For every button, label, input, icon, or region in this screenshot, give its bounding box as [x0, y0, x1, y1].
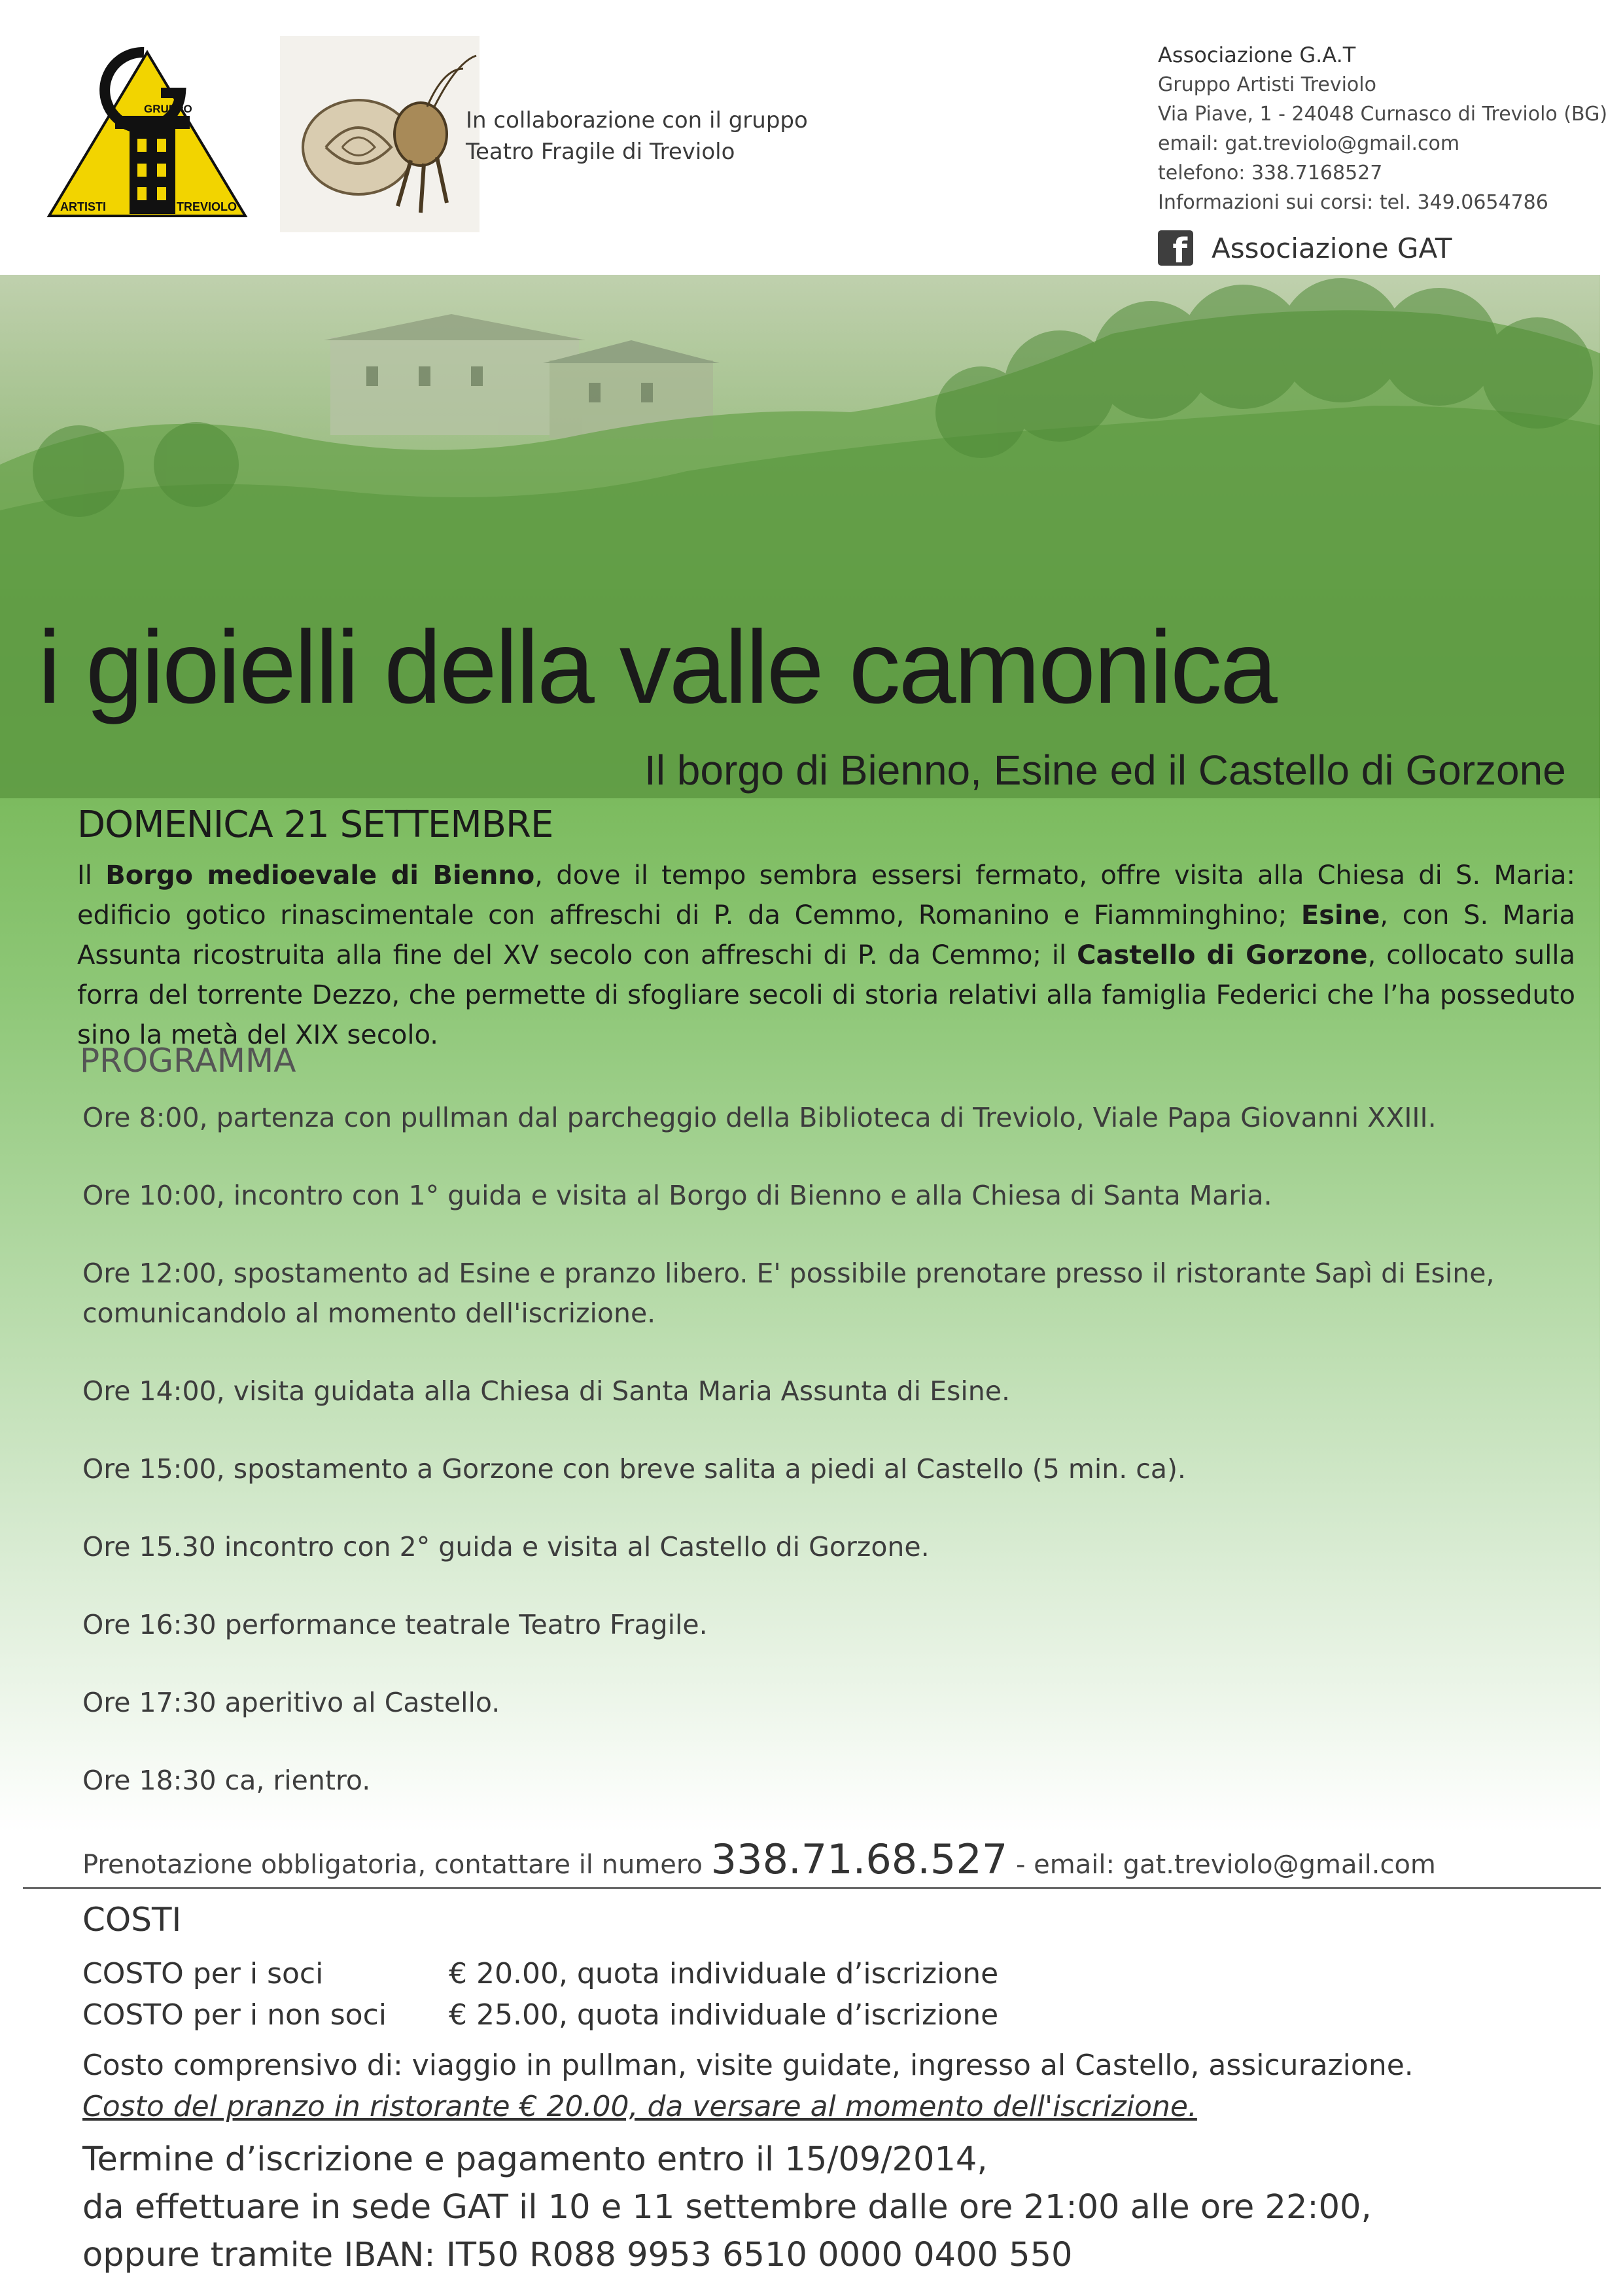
assoc-email[interactable]: email: gat.treviolo@gmail.com — [1158, 132, 1460, 155]
cost-table — [82, 1953, 998, 2036]
assoc-subtitle: Gruppo Artisti Treviolo — [1158, 73, 1376, 96]
facebook-label: Associazione GAT — [1212, 232, 1452, 264]
booking-prefix: Prenotazione obbligatoria, contattare il numero — [82, 1850, 711, 1880]
facebook-icon: f — [1158, 230, 1193, 266]
iban-line: oppure tramite IBAN: IT50 R088 9953 6510 0000 0400 550 — [82, 2236, 1073, 2274]
programma-item: Ore 15.30 incontro con 2° guida e visita al Castello di Gorzone. — [82, 1531, 930, 1563]
cost-row — [82, 1994, 998, 2036]
intro-text: , dove il tempo sembra essersi fermato, offre visita alla Chiesa di S. Maria: edificio gotico rinascimentale con affreschi di P. da Cemmo, Romanino e Fiamminghino; — [77, 860, 1576, 930]
collab-line-1: In collaborazione con il gruppo — [466, 107, 808, 133]
programma-item: Ore 18:30 ca, rientro. — [82, 1765, 371, 1796]
booking-phone[interactable]: 338.71.68.527 — [710, 1835, 1008, 1883]
programma-heading: PROGRAMMA — [80, 1042, 296, 1080]
booking-line — [82, 1835, 1436, 1883]
collab-line-2: Teatro Fragile di Treviolo — [466, 139, 735, 165]
programma-item: Ore 17:30 aperitivo al Castello. — [82, 1687, 500, 1718]
programma-item: Ore 10:00, incontro con 1° guida e visita al Borgo di Bienno e alla Chiesa di Santa Maria. — [82, 1180, 1272, 1211]
costi-heading: COSTI — [82, 1901, 182, 1939]
divider — [23, 1887, 1601, 1889]
cost-row — [82, 1953, 998, 1994]
deadline-line: Termine d’iscrizione e pagamento entro il 15/09/2014, — [82, 2140, 988, 2179]
intro-bold-bienno: Borgo medioevale di Bienno — [105, 860, 535, 891]
page-subtitle: Il borgo di Bienno, Esine ed il Castello di Gorzone — [644, 747, 1566, 794]
logo-right-text: TREVIOLO — [177, 200, 237, 213]
assoc-info: Informazioni sui corsi: tel. 349.0654786 — [1158, 191, 1548, 214]
assoc-phone: telefono: 338.7168527 — [1158, 162, 1383, 185]
programma-item: Ore 14:00, visita guidata alla Chiesa di Santa Maria Assunta di Esine. — [82, 1375, 1010, 1407]
intro-text: , collocato sulla forra del torrente Dezzo, che permette di sfogliare secoli di storia relativi alla famiglia Federici che l’ha posseduto sino la metà del XIX secolo. — [77, 940, 1575, 1050]
assoc-address: Via Piave, 1 - 24048 Curnasco di Treviolo (BG) — [1158, 103, 1608, 126]
gat-logo — [46, 47, 249, 224]
cost-notes — [82, 2045, 1414, 2127]
facebook-link[interactable] — [1158, 230, 1452, 271]
cost-value: € 20.00, quota individuale d’iscrizione — [449, 1957, 999, 1990]
lunch-note: Costo del pranzo in ristorante € 20.00, da versare al momento dell'iscrizione. — [82, 2090, 1197, 2123]
cost-label: COSTO per i non soci — [82, 1998, 387, 2032]
intro-bold-esine: Esine — [1300, 900, 1380, 930]
event-intro — [77, 856, 1575, 1055]
logo-left-text: ARTISTI — [60, 200, 106, 213]
cost-label: COSTO per i soci — [82, 1957, 324, 1990]
programma-item: Ore 15:00, spostamento a Gorzone con breve salita a piedi al Castello (5 min. ca). — [82, 1453, 1186, 1485]
association-contacts — [1158, 41, 1607, 217]
cost-included: Costo comprensivo di: viaggio in pullman, visite guidate, ingresso al Castello, assicurazione. — [82, 2049, 1414, 2082]
cost-value: € 25.00, quota individuale d’iscrizione — [449, 1998, 999, 2032]
assoc-name: Associazione G.A.T — [1158, 43, 1356, 67]
intro-text: , con S. Maria Assunta ricostruita alla fine del XV secolo con affreschi di P. da Cemmo; il — [77, 900, 1575, 970]
programma-item: Ore 8:00, partenza con pullman dal parcheggio della Biblioteca di Treviolo, Viale Papa Giovanni XXIII. — [82, 1102, 1437, 1133]
collaboration-note — [466, 105, 808, 168]
intro-bold-castello: Castello di Gorzone — [1077, 940, 1368, 970]
booking-email[interactable]: - email: gat.treviolo@gmail.com — [1007, 1850, 1436, 1880]
page-title: i gioielli della valle camonica — [38, 610, 1276, 725]
logo-top-text: GRUPPO — [144, 103, 192, 115]
event-date: DOMENICA 21 SETTEMBRE — [77, 804, 553, 846]
intro-text: Il — [77, 860, 106, 891]
programma-item: Ore 16:30 performance teatrale Teatro Fragile. — [82, 1609, 708, 1640]
programma-item: Ore 12:00, spostamento ad Esine e pranzo libero. E' possibile prenotare presso il ristorante Sapì di Esine, comunicandolo al momento dell'iscrizione. — [82, 1258, 1495, 1329]
programma-list — [82, 1098, 1580, 1839]
registration-deadline — [82, 2136, 1372, 2279]
teatro-fragile-logo — [280, 36, 480, 232]
deadline-line: da effettuare in sede GAT il 10 e 11 settembre dalle ore 21:00 alle ore 22:00, — [82, 2188, 1372, 2227]
